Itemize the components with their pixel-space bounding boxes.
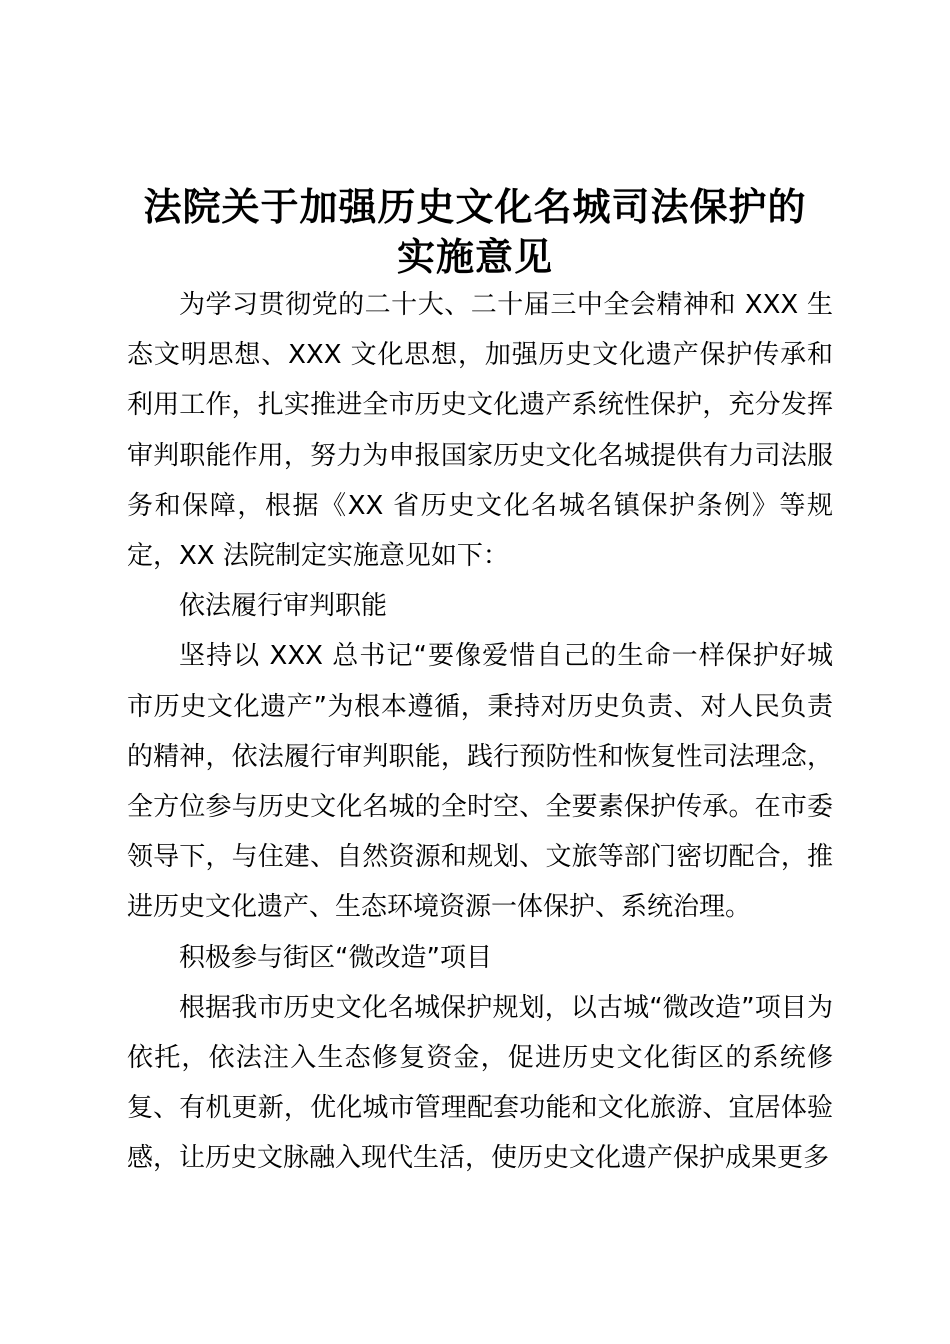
document-title-line-2: 实施意见	[396, 234, 553, 279]
document-body	[127, 280, 833, 1184]
paragraph-section-1: 坚持以 XXX 总书记“要像爱惜自己的生命一样保护好城市历史文化遗产”为根本遵循，秉持对历史负责、对人民负责的精神，依法履行审判职能，践行预防性和恢复性司法理念，全方位参与历史文化名城的全时空、全要素保护传承。在市委领导下，与住建、自然资源和规划、文旅等部门密切配合，推进历史文化遗产、生态环境资源一体保护、系统治理。	[127, 641, 833, 923]
section-heading-1: 依法履行审判职能	[179, 591, 388, 622]
section-heading-2: 积极参与街区“微改造”项目	[179, 942, 492, 973]
paragraph-section-2: 根据我市历史文化名城保护规划，以古城“微改造”项目为依托，依法注入生态修复资金，促进历史文化街区的系统修复、有机更新，优化城市管理配套功能和文化旅游、宜居体验感，让历史文脉融入现代生活，使历史文化遗产保护成果更多	[127, 992, 833, 1174]
document-title-line-1: 法院关于加强历史文化名城司法保护的	[143, 184, 807, 229]
paragraph-intro: 为学习贯彻党的二十大、二十届三中全会精神和 XXX 生态文明思想、XXX 文化思想，加强历史文化遗产保护传承和利用工作，扎实推进全市历史文化遗产系统性保护，充分发挥审判职能作用，努力为申报国家历史文化名城提供有力司法服务和保障，根据《XX 省历史文化名城名镇保护条例》等规定，XX 法院制定实施意见如下：	[127, 290, 833, 572]
